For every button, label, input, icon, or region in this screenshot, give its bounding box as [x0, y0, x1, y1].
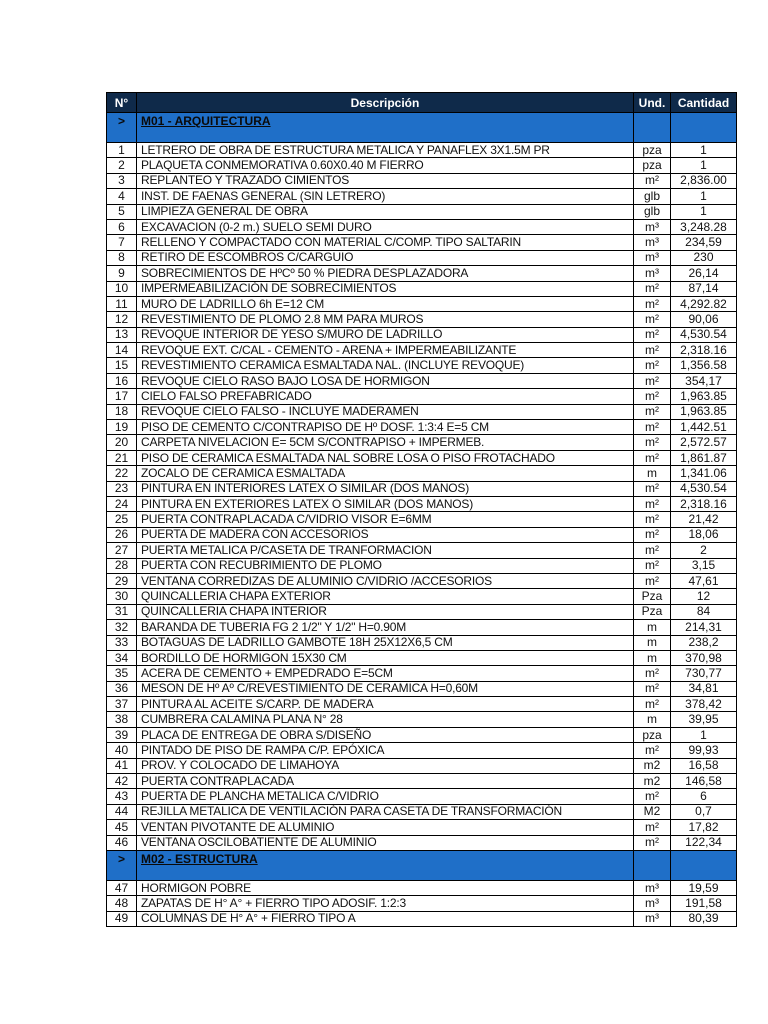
table-row [107, 327, 737, 342]
table-row [107, 620, 737, 635]
item-number: 21 [107, 450, 137, 465]
header-number: N° [107, 93, 137, 113]
item-unit: m² [634, 296, 671, 311]
table-row [107, 343, 737, 358]
item-number: 6 [107, 219, 137, 234]
item-unit: glb [634, 189, 671, 204]
item-description: RETIRO DE ESCOMBROS C/CARGUIO [137, 250, 634, 265]
item-description: COLUMNAS DE H° A° + FIERRO TIPO A [137, 911, 634, 926]
item-description: REVESTIMIENTO CERAMICA ESMALTADA NAL. (INCLUYE REVOQUE) [137, 358, 634, 373]
item-description: LIMPIEZA GENERAL DE OBRA [137, 204, 634, 219]
table-row [107, 727, 737, 742]
item-description: BOTAGUAS DE LADRILLO GAMBOTE 18H 25X12X6,5 CM [137, 635, 634, 650]
table-row [107, 604, 737, 619]
item-quantity: 19,59 [671, 880, 737, 895]
item-number: 10 [107, 281, 137, 296]
item-quantity: 1 [671, 158, 737, 173]
item-description: INST. DE FAENAS GENERAL (SIN LETRERO) [137, 189, 634, 204]
item-unit: m² [634, 496, 671, 511]
table-row [107, 697, 737, 712]
item-unit: m² [634, 543, 671, 558]
item-number: 17 [107, 389, 137, 404]
item-description: QUINCALLERIA CHAPA EXTERIOR [137, 589, 634, 604]
item-quantity: 1,356.58 [671, 358, 737, 373]
item-number: 9 [107, 266, 137, 281]
section-marker: > [107, 113, 137, 143]
item-description: LETRERO DE OBRA DE ESTRUCTURA METALICA Y PANAFLEX 3X1.5M PR [137, 143, 634, 158]
item-unit: m² [634, 481, 671, 496]
item-quantity: 26,14 [671, 266, 737, 281]
table-row [107, 266, 737, 281]
item-description: CARPETA NIVELACION E= 5CM S/CONTRAPISO + IMPERMEB. [137, 435, 634, 450]
item-description: PINTURA EN INTERIORES LATEX O SIMILAR (DOS MANOS) [137, 481, 634, 496]
item-unit: m² [634, 666, 671, 681]
item-quantity: 87,14 [671, 281, 737, 296]
item-description: ZAPATAS DE H° A° + FIERRO TIPO ADOSIF. 1:2:3 [137, 896, 634, 911]
table-row [107, 173, 737, 188]
item-description: PISO DE CERAMICA ESMALTADA NAL SOBRE LOSA O PISO FROTACHADO [137, 450, 634, 465]
item-unit: m³ [634, 896, 671, 911]
item-description: BORDILLO DE HORMIGON 15X30 CM [137, 650, 634, 665]
item-quantity: 39,95 [671, 712, 737, 727]
item-number: 5 [107, 204, 137, 219]
item-quantity: 4,530.54 [671, 327, 737, 342]
item-unit: m² [634, 389, 671, 404]
item-unit: m² [634, 373, 671, 388]
item-description: PLACA DE ENTREGA DE OBRA S/DISEÑO [137, 727, 634, 742]
item-description: PISO DE CEMENTO C/CONTRAPISO DE Hº DOSF. 1:3:4 E=5 CM [137, 420, 634, 435]
item-number: 12 [107, 312, 137, 327]
item-unit: m² [634, 527, 671, 542]
table-row [107, 527, 737, 542]
item-number: 45 [107, 820, 137, 835]
item-quantity: 17,82 [671, 820, 737, 835]
section-title: M01 - ARQUITECTURA [137, 113, 634, 143]
item-number: 11 [107, 296, 137, 311]
item-number: 14 [107, 343, 137, 358]
item-number: 49 [107, 911, 137, 926]
item-quantity: 21,42 [671, 512, 737, 527]
item-quantity: 1,442.51 [671, 420, 737, 435]
table-row [107, 789, 737, 804]
item-number: 46 [107, 835, 137, 850]
item-quantity: 146,58 [671, 774, 737, 789]
item-unit: m [634, 635, 671, 650]
table-row [107, 896, 737, 911]
table-row [107, 911, 737, 926]
table-row [107, 204, 737, 219]
item-quantity: 12 [671, 589, 737, 604]
item-number: 24 [107, 496, 137, 511]
table-row [107, 573, 737, 588]
item-unit: m² [634, 343, 671, 358]
item-description: ZOCALO DE CERAMICA ESMALTADA [137, 466, 634, 481]
item-number: 44 [107, 804, 137, 819]
item-quantity: 370,98 [671, 650, 737, 665]
item-unit: m³ [634, 250, 671, 265]
item-number: 13 [107, 327, 137, 342]
item-quantity: 1 [671, 143, 737, 158]
item-unit: m [634, 620, 671, 635]
item-number: 30 [107, 589, 137, 604]
item-quantity: 238,2 [671, 635, 737, 650]
item-quantity: 3,248.28 [671, 219, 737, 234]
table-row [107, 373, 737, 388]
item-number: 16 [107, 373, 137, 388]
table-row [107, 420, 737, 435]
item-unit: m² [634, 358, 671, 373]
item-unit: m² [634, 450, 671, 465]
table-row [107, 650, 737, 665]
item-number: 28 [107, 558, 137, 573]
item-unit: m² [634, 697, 671, 712]
table-row [107, 512, 737, 527]
item-description: MESON DE Hº Aº C/REVESTIMIENTO DE CERAMICA H=0,60M [137, 681, 634, 696]
header-description: Descripción [137, 93, 634, 113]
item-quantity: 2,318.16 [671, 496, 737, 511]
quantities-table [106, 92, 737, 927]
table-body [107, 113, 737, 927]
table-row [107, 743, 737, 758]
item-number: 20 [107, 435, 137, 450]
item-description: HORMIGON POBRE [137, 880, 634, 895]
item-quantity: 4,530.54 [671, 481, 737, 496]
header-quantity: Cantidad [671, 93, 737, 113]
item-description: PUERTA CONTRAPLACADA [137, 774, 634, 789]
item-quantity: 16,58 [671, 758, 737, 773]
table-row [107, 758, 737, 773]
item-description: CIELO FALSO PREFABRICADO [137, 389, 634, 404]
item-unit: m² [634, 681, 671, 696]
table-row [107, 404, 737, 419]
item-number: 2 [107, 158, 137, 173]
item-unit: m³ [634, 266, 671, 281]
item-number: 23 [107, 481, 137, 496]
item-description: VENTAN PIVOTANTE DE ALUMINIO [137, 820, 634, 835]
item-unit: pza [634, 143, 671, 158]
item-number: 42 [107, 774, 137, 789]
table-row [107, 666, 737, 681]
item-unit: m² [634, 558, 671, 573]
table-row [107, 804, 737, 819]
item-number: 32 [107, 620, 137, 635]
item-description: REVOQUE INTERIOR DE YESO S/MURO DE LADRILLO [137, 327, 634, 342]
item-unit: Pza [634, 589, 671, 604]
item-quantity: 1,861.87 [671, 450, 737, 465]
item-description: VENTANA CORREDIZAS DE ALUMINIO C/VIDRIO /ACCESORIOS [137, 573, 634, 588]
table-row [107, 312, 737, 327]
item-unit: m² [634, 820, 671, 835]
item-description: RELLENO Y COMPACTADO CON MATERIAL C/COMP. TIPO SALTARIN [137, 235, 634, 250]
item-unit: m² [634, 512, 671, 527]
item-unit: glb [634, 204, 671, 219]
item-unit: m [634, 466, 671, 481]
item-description: PROV. Y COLOCADO DE LIMAHOYA [137, 758, 634, 773]
item-quantity: 2,318.16 [671, 343, 737, 358]
item-unit: Pza [634, 604, 671, 619]
item-description: ACERA DE CEMENTO + EMPEDRADO E=5CM [137, 666, 634, 681]
section-row [107, 113, 737, 143]
table-row [107, 820, 737, 835]
item-quantity: 90,06 [671, 312, 737, 327]
item-description: REJILLA METALICA DE VENTILACIÓN PARA CASETA DE TRANSFORMACIÓN [137, 804, 634, 819]
item-quantity: 34,81 [671, 681, 737, 696]
item-quantity: 6 [671, 789, 737, 804]
table-row [107, 235, 737, 250]
item-unit: m³ [634, 235, 671, 250]
item-unit: m³ [634, 219, 671, 234]
item-quantity: 0,7 [671, 804, 737, 819]
item-description: VENTANA OSCILOBATIENTE DE ALUMINIO [137, 835, 634, 850]
table-row [107, 496, 737, 511]
item-quantity: 2 [671, 543, 737, 558]
table-row [107, 558, 737, 573]
item-description: REPLANTEO Y TRAZADO CIMIENTOS [137, 173, 634, 188]
table-row [107, 219, 737, 234]
item-description: PINTURA EN EXTERIORES LATEX O SIMILAR (DOS MANOS) [137, 496, 634, 511]
section-title: M02 - ESTRUCTURA [137, 850, 634, 880]
item-number: 1 [107, 143, 137, 158]
item-unit: m³ [634, 911, 671, 926]
section-unit-cell [634, 113, 671, 143]
item-description: CUMBRERA CALAMINA PLANA N° 28 [137, 712, 634, 727]
item-unit: m2 [634, 758, 671, 773]
header-unit: Und. [634, 93, 671, 113]
table-row [107, 158, 737, 173]
item-description: BARANDA DE TUBERIA FG 2 1/2" Y 1/2" H=0.90M [137, 620, 634, 635]
item-description: PUERTA CONTRAPLACADA C/VIDRIO VISOR E=6MM [137, 512, 634, 527]
item-unit: m² [634, 404, 671, 419]
item-description: REVOQUE CIELO FALSO - INCLUYE MADERAMEN [137, 404, 634, 419]
item-quantity: 1 [671, 204, 737, 219]
table-row [107, 681, 737, 696]
item-quantity: 1,963.85 [671, 389, 737, 404]
item-number: 38 [107, 712, 137, 727]
item-description: IMPERMEABILIZACIÓN DE SOBRECIMIENTOS [137, 281, 634, 296]
item-unit: m² [634, 327, 671, 342]
table-row [107, 250, 737, 265]
item-number: 47 [107, 880, 137, 895]
item-description: MURO DE LADRILLO 6h E=12 CM [137, 296, 634, 311]
item-unit: m² [634, 281, 671, 296]
item-description: PINTURA AL ACEITE S/CARP. DE MADERA [137, 697, 634, 712]
item-description: PLAQUETA CONMEMORATIVA 0.60X0.40 M FIERRO [137, 158, 634, 173]
item-unit: m² [634, 420, 671, 435]
header-row [107, 93, 737, 113]
item-quantity: 84 [671, 604, 737, 619]
item-number: 7 [107, 235, 137, 250]
item-number: 36 [107, 681, 137, 696]
item-quantity: 1 [671, 727, 737, 742]
table-row [107, 466, 737, 481]
table-row [107, 143, 737, 158]
item-unit: m² [634, 435, 671, 450]
item-unit: m² [634, 835, 671, 850]
item-unit: m² [634, 312, 671, 327]
item-number: 3 [107, 173, 137, 188]
item-number: 34 [107, 650, 137, 665]
item-number: 33 [107, 635, 137, 650]
item-number: 26 [107, 527, 137, 542]
item-description: SOBRECIMIENTOS DE HºCº 50 % PIEDRA DESPLAZADORA [137, 266, 634, 281]
item-unit: m² [634, 789, 671, 804]
item-number: 18 [107, 404, 137, 419]
table-row [107, 774, 737, 789]
item-number: 8 [107, 250, 137, 265]
item-description: PUERTA CON RECUBRIMIENTO DE PLOMO [137, 558, 634, 573]
table-row [107, 435, 737, 450]
item-number: 4 [107, 189, 137, 204]
item-unit: m² [634, 743, 671, 758]
item-quantity: 378,42 [671, 697, 737, 712]
item-number: 43 [107, 789, 137, 804]
item-quantity: 99,93 [671, 743, 737, 758]
table-row [107, 880, 737, 895]
table-row [107, 281, 737, 296]
item-number: 35 [107, 666, 137, 681]
table-row [107, 358, 737, 373]
item-number: 25 [107, 512, 137, 527]
table-row [107, 589, 737, 604]
item-quantity: 1,963.85 [671, 404, 737, 419]
item-quantity: 80,39 [671, 911, 737, 926]
item-quantity: 2,572.57 [671, 435, 737, 450]
table-row [107, 835, 737, 850]
item-unit: m² [634, 173, 671, 188]
item-number: 37 [107, 697, 137, 712]
table-row [107, 389, 737, 404]
table-row [107, 712, 737, 727]
item-quantity: 214,31 [671, 620, 737, 635]
item-number: 19 [107, 420, 137, 435]
item-unit: M2 [634, 804, 671, 819]
item-description: REVESTIMIENTO DE PLOMO 2.8 MM PARA MUROS [137, 312, 634, 327]
item-unit: m [634, 650, 671, 665]
item-quantity: 18,06 [671, 527, 737, 542]
item-quantity: 2,836.00 [671, 173, 737, 188]
item-unit: pza [634, 158, 671, 173]
item-number: 27 [107, 543, 137, 558]
item-quantity: 122,34 [671, 835, 737, 850]
item-quantity: 191,58 [671, 896, 737, 911]
item-number: 41 [107, 758, 137, 773]
item-description: PUERTA DE PLANCHA METALICA C/VIDRIO [137, 789, 634, 804]
item-number: 29 [107, 573, 137, 588]
section-row [107, 850, 737, 880]
table-row [107, 189, 737, 204]
item-unit: m [634, 712, 671, 727]
item-unit: m³ [634, 880, 671, 895]
item-unit: pza [634, 727, 671, 742]
item-description: PUERTA METALICA P/CASETA DE TRANFORMACION [137, 543, 634, 558]
item-quantity: 47,61 [671, 573, 737, 588]
item-description: REVOQUE CIELO RASO BAJO LOSA DE HORMIGON [137, 373, 634, 388]
item-number: 40 [107, 743, 137, 758]
item-number: 31 [107, 604, 137, 619]
item-description: EXCAVACION (0-2 m.) SUELO SEMI DURO [137, 219, 634, 234]
item-number: 22 [107, 466, 137, 481]
item-description: REVOQUE EXT. C/CAL - CEMENTO - ARENA + IMPERMEABILIZANTE [137, 343, 634, 358]
item-quantity: 230 [671, 250, 737, 265]
item-quantity: 4,292.82 [671, 296, 737, 311]
item-quantity: 730,77 [671, 666, 737, 681]
item-quantity: 1 [671, 189, 737, 204]
item-number: 15 [107, 358, 137, 373]
item-unit: m² [634, 573, 671, 588]
table-row [107, 635, 737, 650]
item-unit: m2 [634, 774, 671, 789]
section-quantity-cell [671, 113, 737, 143]
item-quantity: 354,17 [671, 373, 737, 388]
item-quantity: 234,59 [671, 235, 737, 250]
item-quantity: 1,341.06 [671, 466, 737, 481]
item-description: PUERTA DE MADERA CON ACCESORIOS [137, 527, 634, 542]
item-description: QUINCALLERIA CHAPA INTERIOR [137, 604, 634, 619]
item-number: 48 [107, 896, 137, 911]
item-quantity: 3,15 [671, 558, 737, 573]
table-row [107, 543, 737, 558]
table-row [107, 481, 737, 496]
item-number: 39 [107, 727, 137, 742]
quantities-sheet [106, 92, 736, 927]
table-row [107, 296, 737, 311]
section-unit-cell [634, 850, 671, 880]
table-row [107, 450, 737, 465]
item-description: PINTADO DE PISO DE RAMPA C/P. EPÓXICA [137, 743, 634, 758]
section-marker: > [107, 850, 137, 880]
section-quantity-cell [671, 850, 737, 880]
